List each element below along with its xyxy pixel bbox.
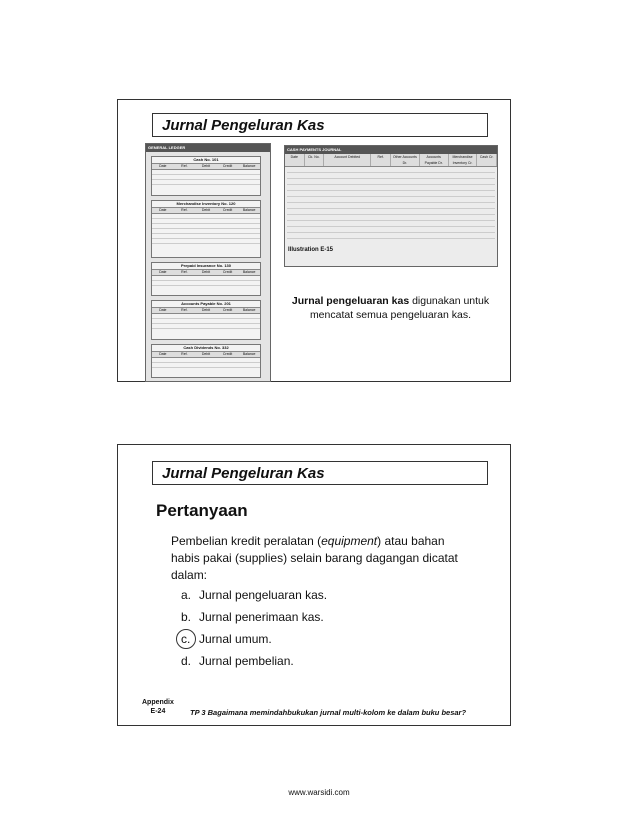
- question-heading: Pertanyaan: [156, 501, 248, 520]
- slide-2: [117, 444, 511, 726]
- account-name: Accounts Payable: [181, 301, 216, 306]
- ledger-account-prepaid-insurance: [151, 262, 261, 296]
- account-name: Merchandise Inventory: [176, 201, 221, 206]
- ledger-columns: Date Ref. Debit Credit Balance: [152, 270, 260, 276]
- slide-1: [117, 99, 511, 382]
- option-a: a. Jurnal pengeluaran kas.: [181, 588, 328, 602]
- account-no: No. 120: [221, 201, 236, 206]
- option-c-correct: c. Jurnal umum.: [181, 631, 327, 653]
- account-name: Prepaid Insurance: [180, 263, 216, 268]
- account-no: No. 201: [216, 301, 231, 306]
- option-d: d. Jurnal pembelian.: [181, 654, 294, 668]
- illustration-label: Illustration E-15: [288, 247, 334, 253]
- option-b: b. Jurnal penerimaan kas.: [181, 610, 324, 624]
- answer-options: [181, 587, 327, 675]
- account-no: No. 101: [204, 157, 219, 162]
- ledger-account-accounts-payable: [151, 300, 261, 340]
- ledger-columns: Date Ref. Debit Credit Balance: [152, 308, 260, 314]
- account-no: No. 332: [214, 345, 229, 350]
- journal-columns: Date Ck. No. Account Debited Ref. Other Accounts Dr. Accounts Payable Dr. Merchandise Inventory Cr. Cash Cr.: [285, 154, 497, 167]
- ledger-header: GENERAL LEDGER: [146, 144, 270, 152]
- ledger-account-cash-dividends: [151, 344, 261, 378]
- slide-2-title: Jurnal Pengeluran Kas: [152, 461, 488, 485]
- slide-1-title: Jurnal Pengeluran Kas: [152, 113, 488, 137]
- account-no: No. 130: [216, 263, 232, 268]
- ledger-columns: Date Ref. Debit Credit Balance: [152, 164, 260, 170]
- appendix-label: Appendix E-24: [142, 699, 174, 715]
- caption-bold: Jurnal pengeluaran kas: [291, 295, 410, 307]
- ledger-columns: Date Ref. Debit Credit Balance: [152, 208, 260, 214]
- ledger-account-cash: [151, 156, 261, 196]
- caption-text: digunakan untuk mencatat semua pengeluaran kas.: [309, 295, 490, 321]
- account-name: Cash: [193, 157, 204, 162]
- slide-1-caption: [288, 294, 493, 322]
- answer-circle-icon: [176, 629, 196, 649]
- ledger-account-merchandise-inventory: [151, 200, 261, 258]
- website-footer: www.warsidi.com: [288, 788, 350, 797]
- ledger-columns: Date Ref. Debit Credit Balance: [152, 352, 260, 358]
- question-text: Pembelian kredit peralatan (equipment) atau bahan habis pakai (supplies) selain barang dagangan dicatat dalam:: [171, 534, 458, 582]
- slide-footer: TP 3 Bagaimana memindahbukukan jurnal multi-kolom ke dalam buku besar?: [190, 708, 467, 717]
- general-ledger-illustration: [145, 143, 271, 382]
- account-name: Cash Dividends: [183, 345, 214, 350]
- journal-header: CASH PAYMENTS JOURNAL: [285, 146, 497, 154]
